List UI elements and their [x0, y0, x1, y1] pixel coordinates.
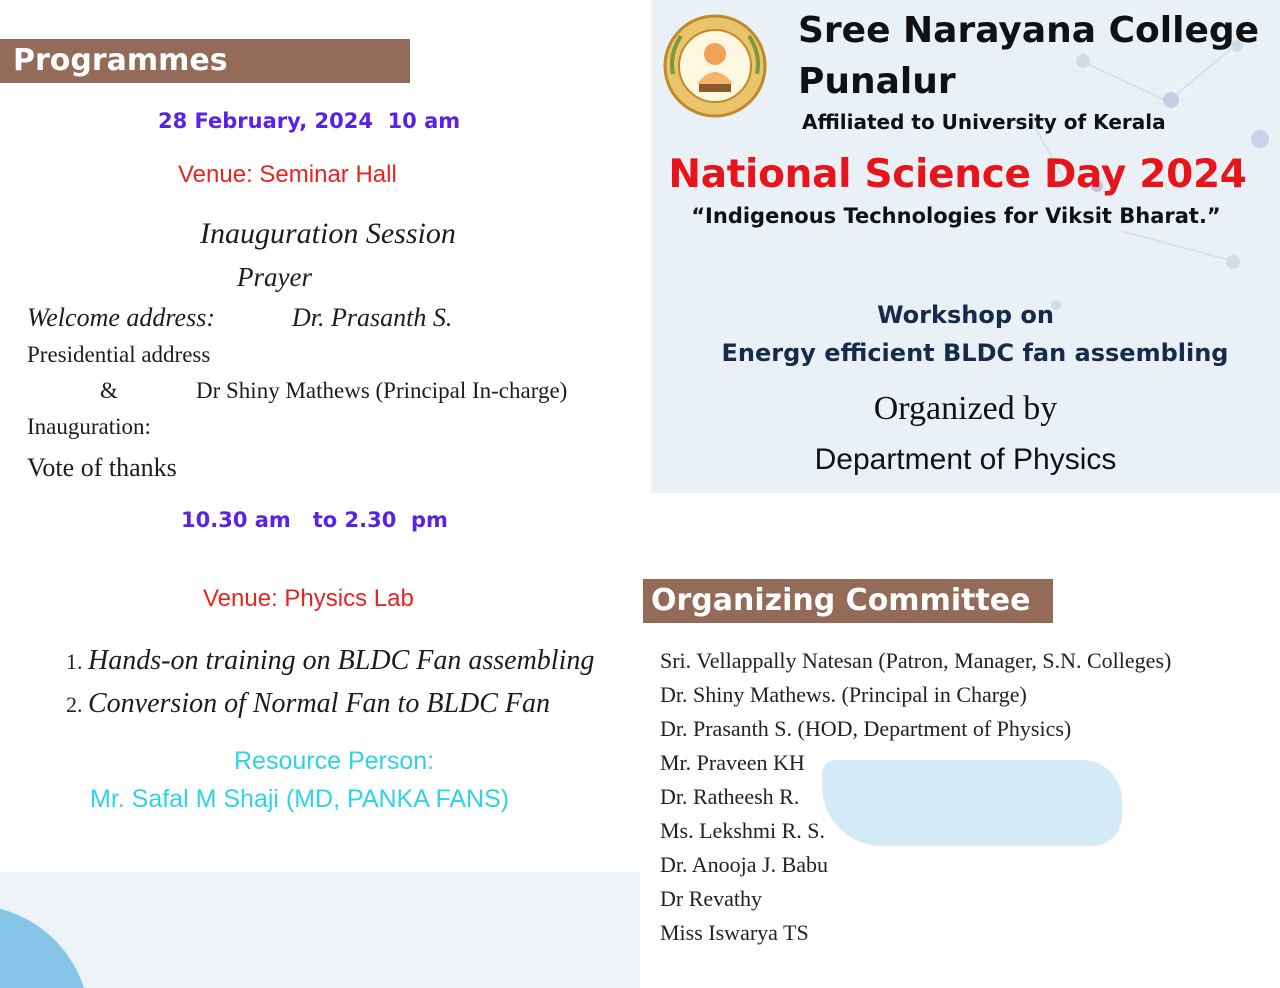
activities-list	[66, 645, 594, 731]
activity-number: 2.	[66, 692, 83, 717]
session1-time: 10 am	[387, 109, 461, 133]
resource-person-label: Resource Person:	[234, 747, 435, 775]
molecule-atom	[1251, 130, 1269, 148]
college-name-line1: Sree Narayana College	[798, 10, 1260, 51]
event-title: National Science Day 2024	[668, 152, 1247, 197]
welcome-label: Welcome address:	[27, 303, 215, 332]
list-item	[66, 688, 594, 731]
committee-member: Miss Iswarya TS	[660, 920, 809, 945]
programmes-heading: Programmes	[0, 39, 410, 83]
workshop-heading: Workshop on	[877, 301, 1054, 329]
vote-of-thanks: Vote of thanks	[27, 453, 177, 482]
committee-member: Dr. Shiny Mathews. (Principal in Charge)	[660, 682, 1027, 707]
committee-member: Dr. Anooja J. Babu	[660, 852, 829, 877]
welcome-name: Dr. Prasanth S.	[292, 303, 453, 332]
committee-member: Dr Revathy	[660, 886, 763, 911]
committee-member: Mr. Praveen KH	[660, 750, 805, 775]
college-logo	[663, 14, 767, 118]
ampersand: &	[100, 378, 118, 403]
resource-person-name: Mr. Safal M Shaji (MD, PANKA FANS)	[90, 785, 510, 813]
presidential-label: Presidential address	[27, 342, 211, 367]
session2-time-start: 10.30 am	[181, 508, 291, 532]
session2-time-end: to 2.30 pm	[312, 508, 448, 532]
event-theme: “Indigenous Technologies for Viksit Bharat.”	[691, 204, 1221, 228]
affiliation: Affiliated to University of Kerala	[802, 110, 1166, 134]
department-name: Department of Physics	[814, 443, 1117, 476]
committee-member: Dr. Prasanth S. (HOD, Department of Physics)	[660, 716, 1072, 741]
organized-by: Organized by	[873, 390, 1058, 427]
inauguration-label: Inauguration:	[27, 414, 151, 439]
list-item	[66, 645, 594, 688]
committee-member: Sri. Vellappally Natesan (Patron, Manager, S.N. Colleges)	[660, 648, 1172, 673]
redaction-blob	[822, 760, 1122, 846]
molecule-atom	[1076, 54, 1090, 68]
session1-venue: Venue: Seminar Hall	[178, 161, 397, 188]
college-name-line2: Punalur	[798, 61, 956, 102]
session1-date-text: 28 February, 2024	[158, 109, 373, 133]
molecule-atom	[1163, 92, 1179, 108]
session1-date	[158, 109, 460, 133]
activity-text: Hands-on training on BLDC Fan assembling	[88, 645, 595, 676]
session2-time	[181, 508, 448, 532]
committee-member: Ms. Lekshmi R. S.	[660, 818, 826, 843]
molecule-atom	[1226, 255, 1240, 269]
committee-heading: Organizing Committee	[643, 579, 1053, 623]
prayer: Prayer	[237, 262, 312, 292]
session2-venue: Venue: Physics Lab	[203, 585, 414, 612]
activity-number: 1.	[66, 649, 83, 674]
molecule-bond	[1121, 230, 1228, 260]
workshop-title: Energy efficient BLDC fan assembling	[721, 339, 1229, 367]
bottom-decoration-band	[0, 872, 640, 988]
molecule-bond	[1081, 60, 1163, 100]
presidential-name: Dr Shiny Mathews (Principal In-charge)	[196, 378, 568, 403]
activity-text: Conversion of Normal Fan to BLDC Fan	[88, 688, 551, 719]
session1-title: Inauguration Session	[200, 217, 456, 250]
committee-member: Dr. Ratheesh R.	[660, 784, 800, 809]
